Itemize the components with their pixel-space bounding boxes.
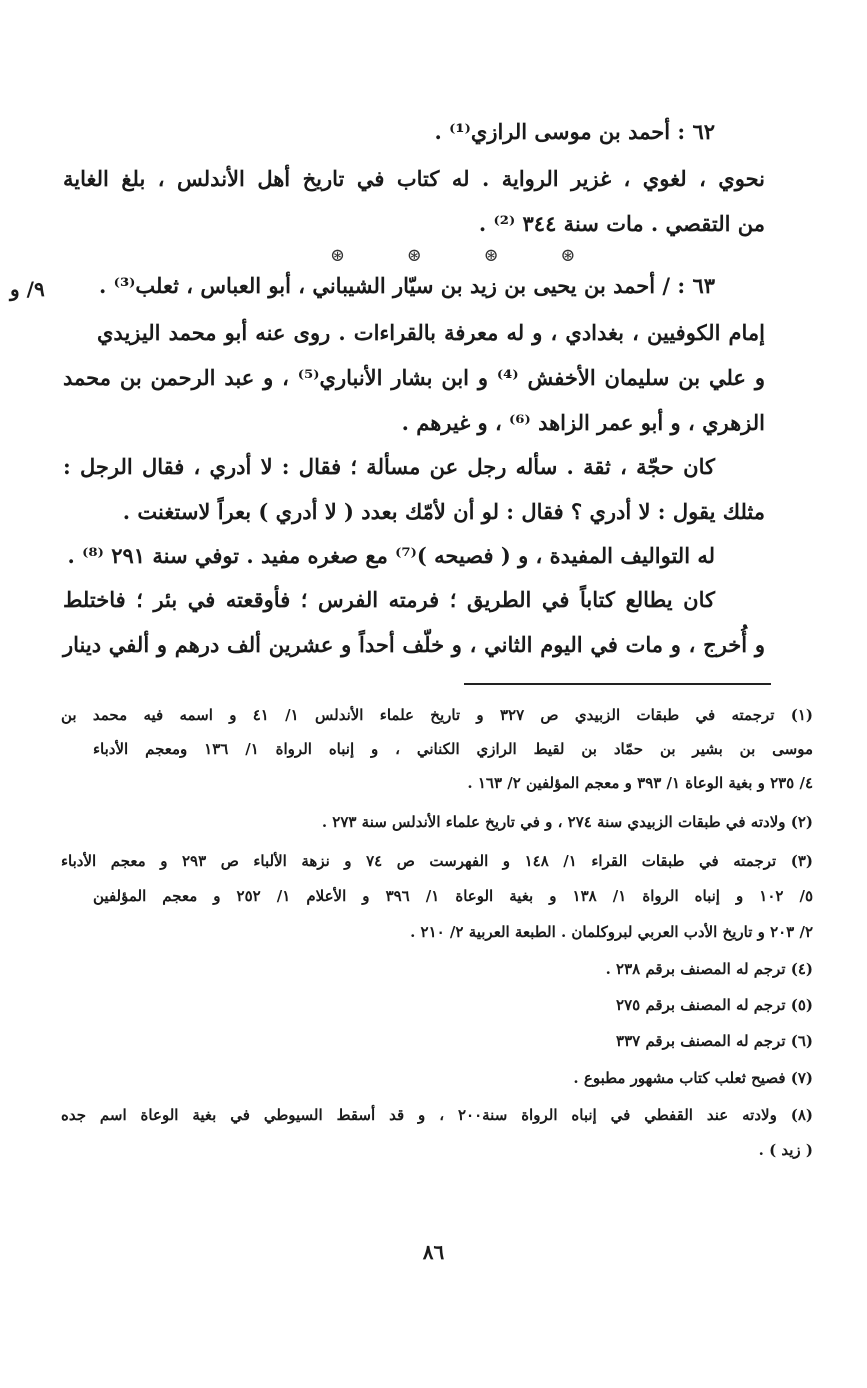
footnote-3: (٣) ترجمته في طبقات القراء ١/ ١٤٨ و الفهرست ص ٧٤ و نزهة الألباء ص ٢٩٣ و معجم الأدباء <box>61 852 814 870</box>
body-line: إمام الكوفيين ، بغدادي ، و له معرفة بالقراءات . روى عنه أبو محمد اليزيدي <box>97 320 765 345</box>
body-line: و أُخرج ، و مات في اليوم الثاني ، و خلّف أحداً و عشرين ألف درهم و ألفي دينار <box>63 632 765 657</box>
footnote-4: (٤) ترجم له المصنف برقم ٢٣٨ . <box>605 960 813 978</box>
entry-62-heading: ٦٢ : أحمد بن موسى الرازي⁽¹⁾ . <box>434 119 715 144</box>
body-line: كان حجّة ، ثقة . سأله رجل عن مسألة ؛ فقال : لا أدري ، فقال الرجل : <box>63 454 715 479</box>
page-number: ٨٦ <box>422 1240 445 1264</box>
footnote-3-cont: ٥/ ١٠٢ و إنباه الرواة ١/ ١٣٨ و بغية الوعاة ١/ ٣٩٦ و الأعلام ١/ ٢٥٢ و معجم المؤلفين <box>93 887 814 905</box>
footnote-1-cont: ٤/ ٢٣٥ و بغية الوعاة ١/ ٣٩٣ و معجم المؤلفين ٢/ ١٦٣ . <box>467 774 813 792</box>
body-line: الزهري ، و أبو عمر الزاهد ⁽⁶⁾ ، و غيرهم . <box>401 410 765 435</box>
footnote-2: (٢) ولادته في طبقات الزبيدي سنة ٢٧٤ ، و في تاريخ علماء الأندلس سنة ٢٧٣ . <box>321 813 813 831</box>
footnote-1: (١) ترجمته في طبقات الزبيدي ص ٣٢٧ و تاريخ علماء الأندلس ١/ ٤١ و اسمه فيه محمد بن <box>61 706 813 724</box>
footnote-1-cont: موسى بن بشير بن حمّاد بن لقيط الرازي الكناني ، و إنباه الرواة ١/ ١٣٦ ومعجم الأدباء <box>93 740 813 758</box>
footnote-8-cont: ( زيد ) . <box>758 1141 813 1159</box>
body-line: مثلك يقول : لا أدري ؟ فقال : لو أن لأمّك بعدد ( لا أدري ) بعراً لاستغنت . <box>122 499 765 524</box>
footnote-3-cont: ٢/ ٢٠٣ و تاريخ الأدب العربي لبروكلمان . الطبعة العربية ٢/ ٢١٠ . <box>410 923 813 941</box>
manuscript-folio-note: ٩/ و <box>10 277 45 301</box>
body-line: من التقصي . مات سنة ٣٤٤ ⁽²⁾ . <box>478 211 765 236</box>
body-line: له التواليف المفيدة ، و ( فصيحه )⁽⁷⁾ مع صغره مفيد . توفي سنة ٢٩١ ⁽⁸⁾ . <box>67 543 715 568</box>
footnote-rule <box>464 683 771 685</box>
body-line: و علي بن سليمان الأخفش ⁽⁴⁾ و ابن بشار الأنباري⁽⁵⁾ ، و عبد الرحمن بن محمد <box>63 365 765 390</box>
footnote-6: (٦) ترجم له المصنف برقم ٣٣٧ <box>616 1032 813 1050</box>
section-separator: ⊛ ⊛ ⊛ ⊛ <box>330 245 604 266</box>
body-line: كان يطالع كتاباً في الطريق ؛ فرمته الفرس ؛ فأوقعته في بئر ؛ فاختلط <box>63 587 715 612</box>
footnote-5: (٥) ترجم له المصنف برقم ٢٧٥ <box>616 996 813 1014</box>
body-line: نحوي ، لغوي ، غزير الرواية . له كتاب في تاريخ أهل الأندلس ، بلغ الغاية <box>63 166 765 191</box>
footnote-8: (٨) ولادته عند القفطي في إنباه الرواة سنة٢٠٠ ، و قد أسقط السيوطي في بغية الوعاة اسم جده <box>61 1106 813 1124</box>
footnote-7: (٧) فصيح ثعلب كتاب مشهور مطبوع . <box>573 1069 813 1087</box>
entry-63-heading: ٦٣ : / أحمد بن يحيى بن زيد بن سيّار الشيباني ، أبو العباس ، ثعلب⁽³⁾ . <box>99 273 715 298</box>
